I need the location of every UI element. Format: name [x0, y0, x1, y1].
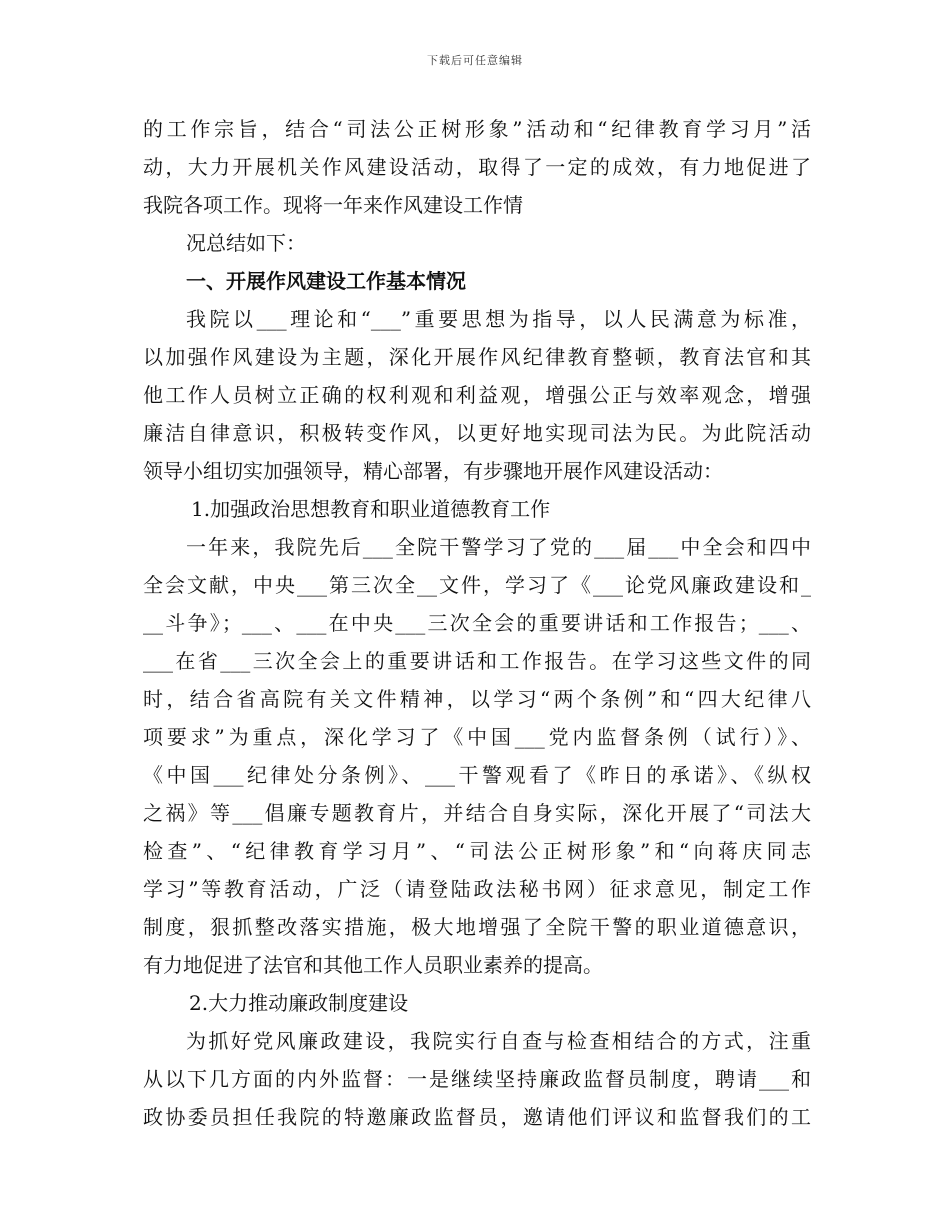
paragraph-line: 领导小组切实加强领导，精心部署，有步骤地开展作风建设活动： [143, 459, 723, 483]
paragraph-line: 况总结如下： [186, 231, 306, 255]
section-heading: 一、开展作风建设工作基本情况 [186, 269, 466, 293]
paragraph-line: 时，结合省高院有关文件精神，以学习“两个条例”和“四大纪律八 [143, 687, 811, 711]
page-header: 下载后可任意编辑 [427, 54, 523, 67]
paragraph-line: 政协委员担任我院的特邀廉政监督员，邀请他们评议和监督我们的工 [143, 1105, 811, 1129]
paragraph-line: 他工作人员树立正确的权利观和利益观，增强公正与效率观念，增强 [143, 383, 811, 407]
subsection-heading: 1.加强政治思想教育和职业道德教育工作 [191, 497, 551, 521]
paragraph-line: 动，大力开展机关作风建设活动，取得了一定的成效，有力地促进了 [143, 155, 811, 179]
paragraph-line: 检查”、“纪律教育学习月”、“司法公正树形象”和“向蒋庆同志 [143, 839, 811, 863]
paragraph-line: 我院以___理论和“___”重要思想为指导，以人民满意为标准， [186, 307, 811, 331]
paragraph-line: 的工作宗旨，结合“司法公正树形象”活动和“纪律教育学习月”活 [143, 117, 811, 141]
paragraph-line: __斗争》；___、___在中央___三次全会的重要讲话和工作报告；___、 [143, 611, 811, 635]
paragraph-line: 我院各项工作。现将一年来作风建设工作情 [143, 193, 523, 217]
paragraph-line: 廉洁自律意识，积极转变作风，以更好地实现司法为民。为此院活动 [143, 421, 811, 445]
paragraph-line: 以加强作风建设为主题，深化开展作风纪律教育整顿，教育法官和其 [143, 345, 811, 369]
paragraph-line: 从以下几方面的内外监督：一是继续坚持廉政监督员制度，聘请___和 [143, 1067, 811, 1091]
document-body [143, 110, 811, 1136]
paragraph-line: 全会文献，中央___第三次全__文件，学习了《___论党风廉政建设和_ [143, 573, 811, 597]
paragraph-line: 制度，狠抓整改落实措施，极大地增强了全院干警的职业道德意识， [143, 915, 811, 939]
paragraph-line: 一年来，我院先后___全院干警学习了党的___届___中全会和四中 [186, 535, 811, 559]
paragraph-line: 有力地促进了法官和其他工作人员职业素养的提高。 [143, 953, 603, 977]
paragraph-line: 项要求”为重点，深化学习了《中国___党内监督条例（试行）》、 [143, 725, 811, 749]
paragraph-line: 之祸》等___倡廉专题教育片，并结合自身实际，深化开展了“司法大 [143, 801, 811, 825]
paragraph-line: 《中国___纪律处分条例》、___干警观看了《昨日的承诺》、《纵权 [143, 763, 811, 787]
paragraph-line: ___在省___三次全会上的重要讲话和工作报告。在学习这些文件的同 [143, 649, 811, 673]
subsection-heading: 2.大力推动廉政制度建设 [189, 991, 409, 1015]
paragraph-line: 学习”等教育活动，广泛（请登陆政法秘书网）征求意见，制定工作 [143, 877, 811, 901]
paragraph-line: 为抓好党风廉政建设，我院实行自查与检查相结合的方式，注重 [186, 1029, 811, 1053]
